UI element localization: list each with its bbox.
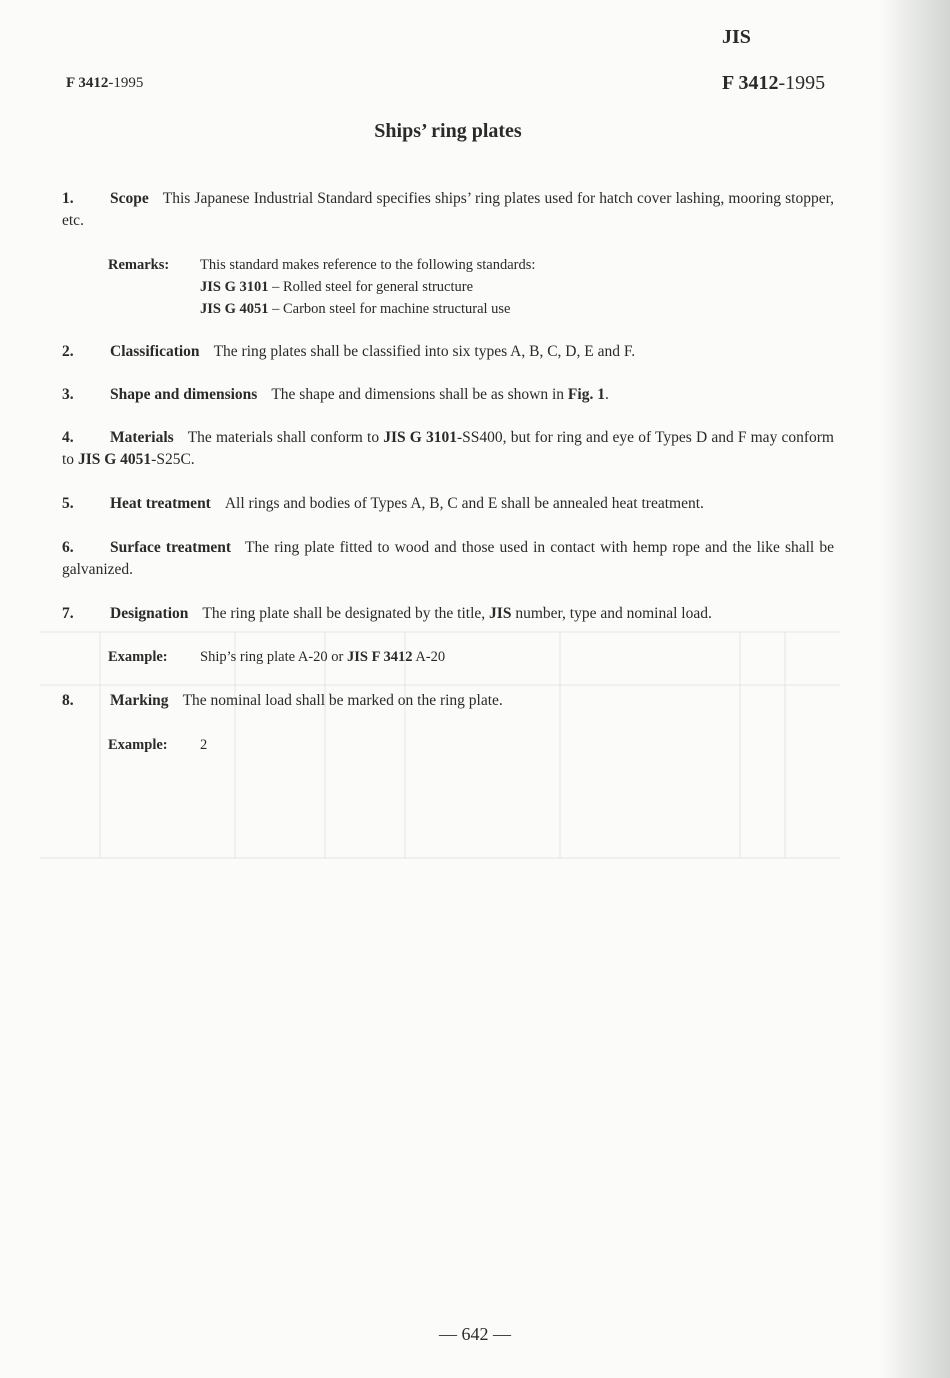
- figure-reference: Fig. 1: [567, 386, 605, 403]
- reference-jis-g4051: JIS G 4051 – Carbon steel for machine structural use: [200, 301, 511, 317]
- remarks-block: Remarks: This standard makes reference to the following standards: JIS G 3101 – Rolled steel for general structure JIS G 4051 – Carbon steel for machine structural use: [108, 254, 535, 320]
- page-number: — 642 —: [439, 1324, 511, 1344]
- header-left-code: F 3412-1995: [66, 75, 144, 91]
- section-heat-treatment: 5. Heat treatment All rings and bodies of Types A, B, C and E shall be annealed heat treatment.: [62, 495, 704, 512]
- section-scope: 1. Scope This Japanese Industrial Standard specifies ships’ ring plates used for hatch cover lashing, mooring stopper, etc.: [62, 190, 834, 229]
- header-right-code: F 3412-1995: [722, 72, 826, 94]
- section-designation: 7. Designation The ring plate shall be designated by the title, JIS number, type and nominal load.: [62, 605, 712, 622]
- page-title: Ships’ ring plates: [374, 120, 522, 142]
- remarks-label: Remarks:: [108, 257, 170, 273]
- reference-jis-g3101: JIS G 3101 – Rolled steel for general structure: [200, 279, 474, 295]
- header-jis-mark: JIS: [722, 26, 751, 48]
- section-marking: 8. Marking The nominal load shall be marked on the ring plate.: [62, 692, 503, 709]
- section-materials: 4. Materials The materials shall conform to JIS G 3101-SS400, but for ring and eye of Types D and F may conform to JIS G 4051-S25C.: [62, 429, 834, 468]
- section-surface-treatment: 6. Surface treatment The ring plate fitted to wood and those used in contact with hemp rope and the like shall be galvanized.: [62, 539, 834, 578]
- designation-example: Example: Ship’s ring plate A-20 or JIS F 3412 A-20: [108, 649, 446, 665]
- marking-example: Example: 2: [108, 737, 208, 753]
- section-classification: 2. Classification The ring plates shall be classified into six types A, B, C, D, E and F.: [62, 343, 636, 360]
- section-shape-dimensions: 3. Shape and dimensions The shape and dimensions shall be as shown in Fig. 1.: [62, 386, 609, 403]
- page-edge-shadow: [880, 0, 950, 1378]
